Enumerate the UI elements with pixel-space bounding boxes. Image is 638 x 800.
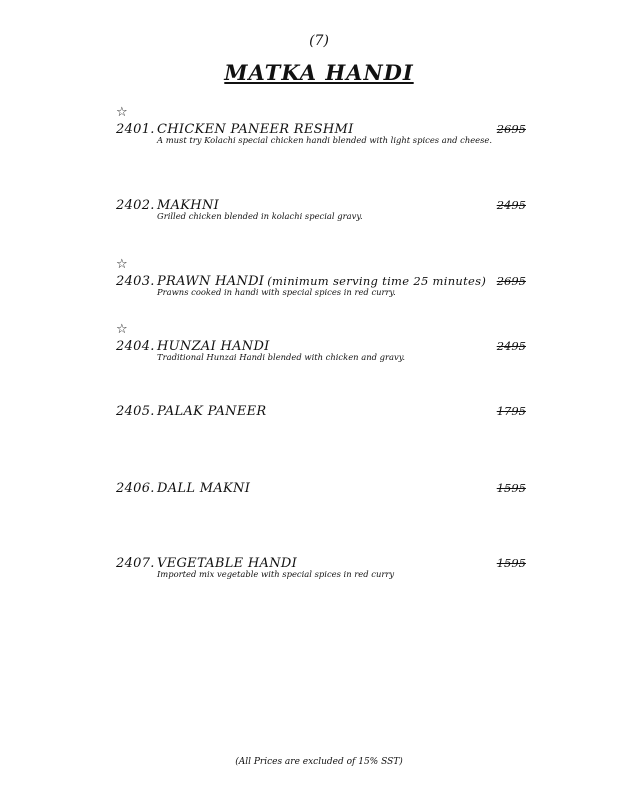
item-code: 2401.	[116, 122, 155, 137]
star-icon: ☆	[116, 257, 128, 272]
star-icon: ☆	[116, 105, 128, 120]
item-name: DALL MAKNI	[157, 481, 251, 496]
menu-item	[116, 556, 526, 579]
item-code: 2405.	[116, 404, 155, 419]
item-description: Grilled chicken blended in kolachi special gravy.	[157, 211, 363, 221]
menu-item	[116, 481, 526, 499]
item-price: 1595	[496, 556, 526, 570]
item-description: A must try Kolachi special chicken handi blended with light spices and cheese.	[157, 135, 493, 145]
item-name-text: PRAWN HANDI	[157, 274, 265, 289]
page-title: MATKA HANDI	[224, 60, 414, 85]
item-price: 2695	[496, 274, 526, 288]
item-name: CHICKEN PANEER RESHMI	[157, 122, 354, 137]
item-code: 2406.	[116, 481, 155, 496]
menu-item	[116, 404, 526, 422]
item-name: MAKHNI	[157, 198, 220, 213]
menu-item	[116, 198, 526, 221]
footer-note: (All Prices are excluded of 15% SST)	[235, 757, 403, 767]
menu-item	[116, 105, 526, 145]
page-number: (7)	[309, 33, 329, 49]
menu-item	[116, 322, 526, 362]
item-name: VEGETABLE HANDI	[157, 556, 298, 571]
item-code: 2404.	[116, 339, 155, 354]
item-price: 2495	[496, 198, 526, 212]
item-note: (minimum serving time 25 minutes)	[267, 274, 487, 288]
item-price: 1795	[496, 404, 526, 418]
item-name: HUNZAI HANDI	[157, 339, 270, 354]
item-price: 1595	[496, 481, 526, 495]
item-price: 2695	[496, 122, 526, 136]
item-code: 2402.	[116, 198, 155, 213]
menu-item	[116, 257, 526, 297]
item-code: 2403.	[116, 274, 155, 289]
item-description: Imported mix vegetable with special spices in red curry	[157, 569, 395, 579]
star-icon: ☆	[116, 322, 128, 337]
item-description: Prawns cooked in handi with special spices in red curry.	[157, 287, 396, 297]
item-name: PALAK PANEER	[157, 404, 267, 419]
item-description: Traditional Hunzai Handi blended with chicken and gravy.	[157, 352, 405, 362]
item-price: 2495	[496, 339, 526, 353]
item-code: 2407.	[116, 556, 155, 571]
